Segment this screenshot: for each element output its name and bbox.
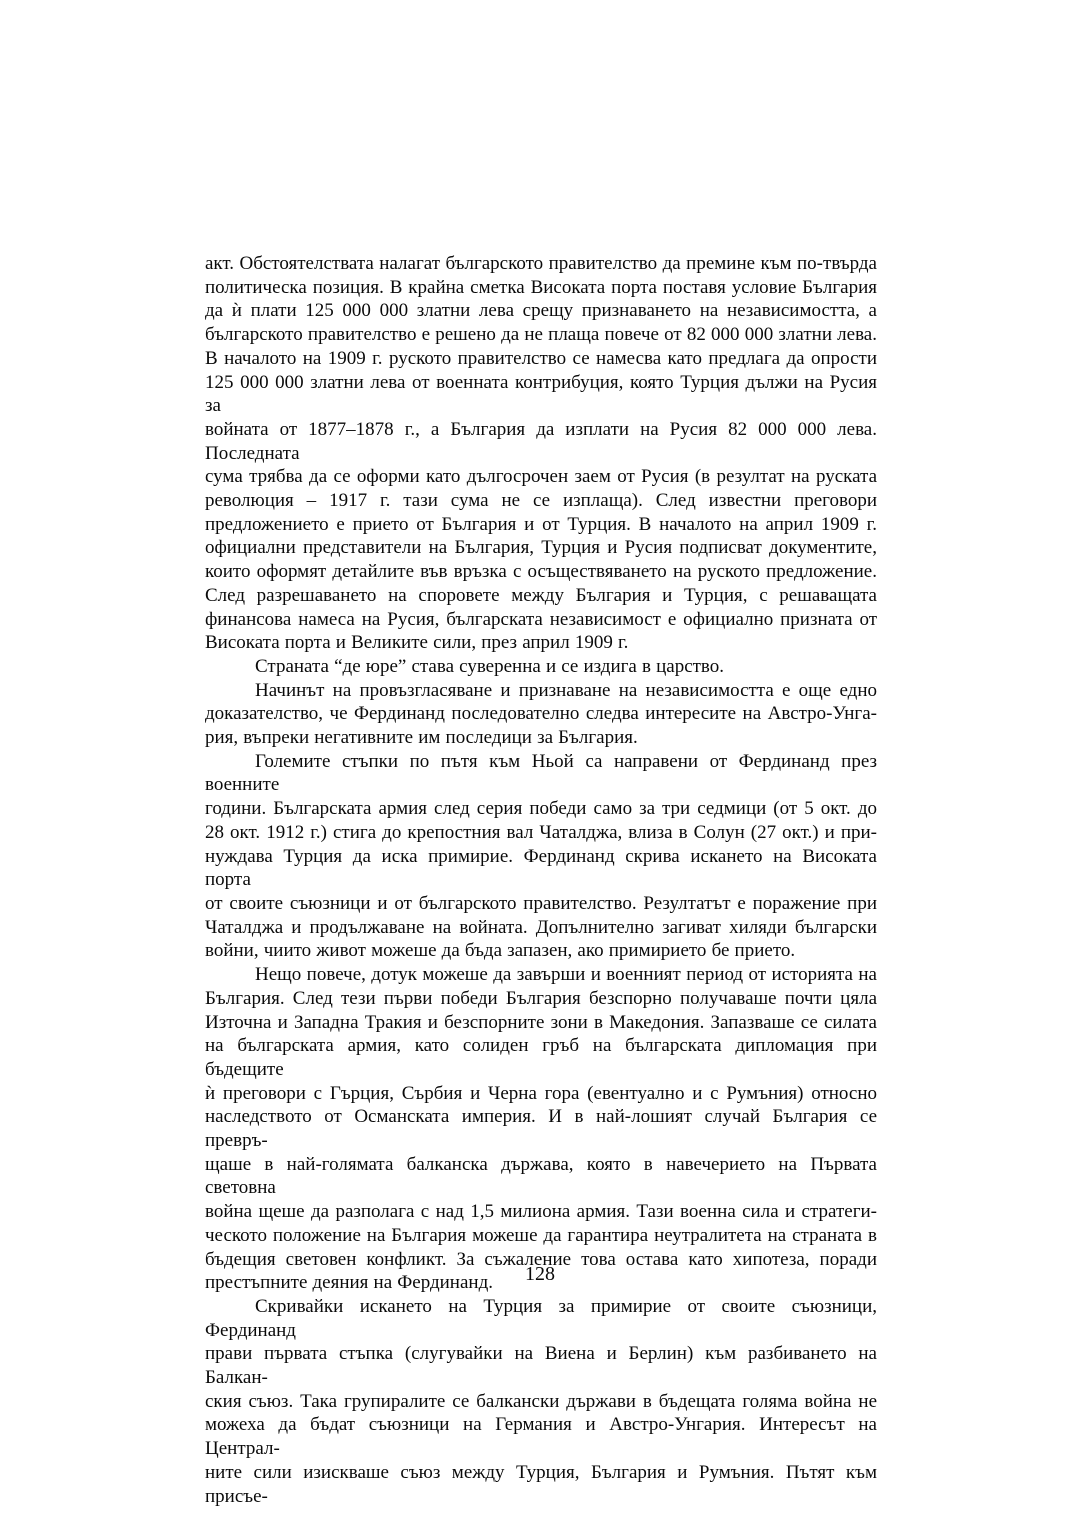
text-line: ните сили изискваше съюз между Турция, България и Румъния. Пътят към присъе- [205,1461,877,1507]
text-line: Големите стъпки по пътя към Ньой са направени от Фердинанд през военните [205,750,877,796]
text-line: официални представители на България, Турция и Русия подписват документите, [205,537,877,559]
text-line: Страната “де юре” става суверенна и се издига в царство. [255,655,725,677]
text-line: революция – 1917 г. тази сума не се изплаща). След известни преговори [205,490,877,512]
text-line: българското правителство е решено да не плаща повече от 82 000 000 златни лева. [205,324,877,346]
text-line: Високата порта и Великите сили, през април 1909 г. [205,632,629,654]
text-line: войни, чиито живот можеше да бъда запазен, ако примирието бе прието. [205,940,796,962]
text-line: ческото положение на България можеше да гарантира неутралитета на страната в [205,1224,877,1246]
text-line: бъдещия световен конфликт. За съжаление това остава като хипотеза, поради [205,1248,877,1270]
text-line: Източна и Западна Тракия и безспорните зони в Македония. Запазваше се силата [205,1011,877,1033]
text-line: предложението е прието от България и от Турция. В началото на април 1909 г. [205,513,877,535]
text-line: политическа позиция. В крайна сметка Високата порта поставя условие България [205,276,877,298]
text-line: финансова намеса на Русия, българската независимост е официално призната от [205,608,877,630]
text-line: България. След тези първи победи България безспорно получаваше почти цяла [205,987,877,1009]
text-line: 28 окт. 1912 г.) стига до крепостния вал Чаталджа, влиза в Солун (27 окт.) и при- [205,821,877,843]
text-line: доказателство, че Фердинанд последователно следва интересите на Австро-Унга- [205,703,877,725]
text-line: които оформят детайлите във връзка с осъществяването на руското предложение. [205,561,877,583]
text-line: Начинът на провъзгласяване и признаване на независимостта е още едно [255,679,877,701]
text-line: да ѝ плати 125 000 000 златни лева срещу признаването на независимостта, а [205,300,877,322]
text-line: рия, въпреки негативните им последици за България. [205,727,638,749]
text-line: войната от 1877–1878 г., а България да изплати на Русия 82 000 000 лева. Последната [205,418,877,464]
text-line: от своите съюзници и от българското правителство. Резултатът е поражение при [205,892,877,914]
text-line: престъпните деяния на Фердинанд. [205,1272,493,1294]
text-line: ския съюз. Така групиралите се балкански държави в бъдещата голяма война не [205,1390,877,1412]
text-line: на българската армия, като солиден гръб на българската дипломация при бъдещите [205,1035,877,1080]
text-line: нуждава Турция да иска примирие. Фердинанд скрива искането на Високата порта [205,845,877,891]
text-line: 125 000 000 златни лева от военната контрибуция, която Турция дължи на Русия за [205,371,877,417]
text-line: акт. Обстоятелствата налагат българското правителство да премине към по-твърда [205,253,877,274]
text-line: война щеше да разполага с над 1,5 милиона армия. Тази военна сила и стратеги- [205,1201,877,1223]
page-number: 128 [525,1263,555,1285]
text-line: наследството от Османската империя. И в най-лошият случай България се превръ- [205,1106,877,1152]
text-line: Нещо повече, дотук можеше да завърши и военният период от историята на [255,964,877,986]
text-line: Скривайки искането на Турция за примирие от своите съюзници, Фердинанд [205,1295,877,1341]
text-line: ѝ преговори с Гърция, Сърбия и Черна гора (евентуално и с Румъния) относно [205,1082,877,1104]
page-text [205,252,877,1508]
text-line: можеха да бъдат съюзници на Германия и Австро-Унгария. Интересът на Централ- [205,1414,877,1460]
text-line: години. Българската армия след серия победи само за три седмици (от 5 окт. до [205,798,877,820]
text-line: Чаталджа и продължаване на войната. Допълнително загиват хиляди български [205,916,877,938]
text-line: прави първата стъпка (слугувайки на Виена и Берлин) към разбиването на Балкан- [205,1343,877,1389]
text-line: сума трябва да се оформи като дългосрочен заем от Русия (в резултат на руската [205,466,877,488]
text-line: В началото на 1909 г. руското правителство се намесва като предлага да опрости [205,347,877,369]
text-line: След разрешаването на споровете между България и Турция, с решаващата [205,584,877,606]
text-line: щаше в най-голямата балканска държава, която в навечерието на Първата световна [205,1153,877,1199]
